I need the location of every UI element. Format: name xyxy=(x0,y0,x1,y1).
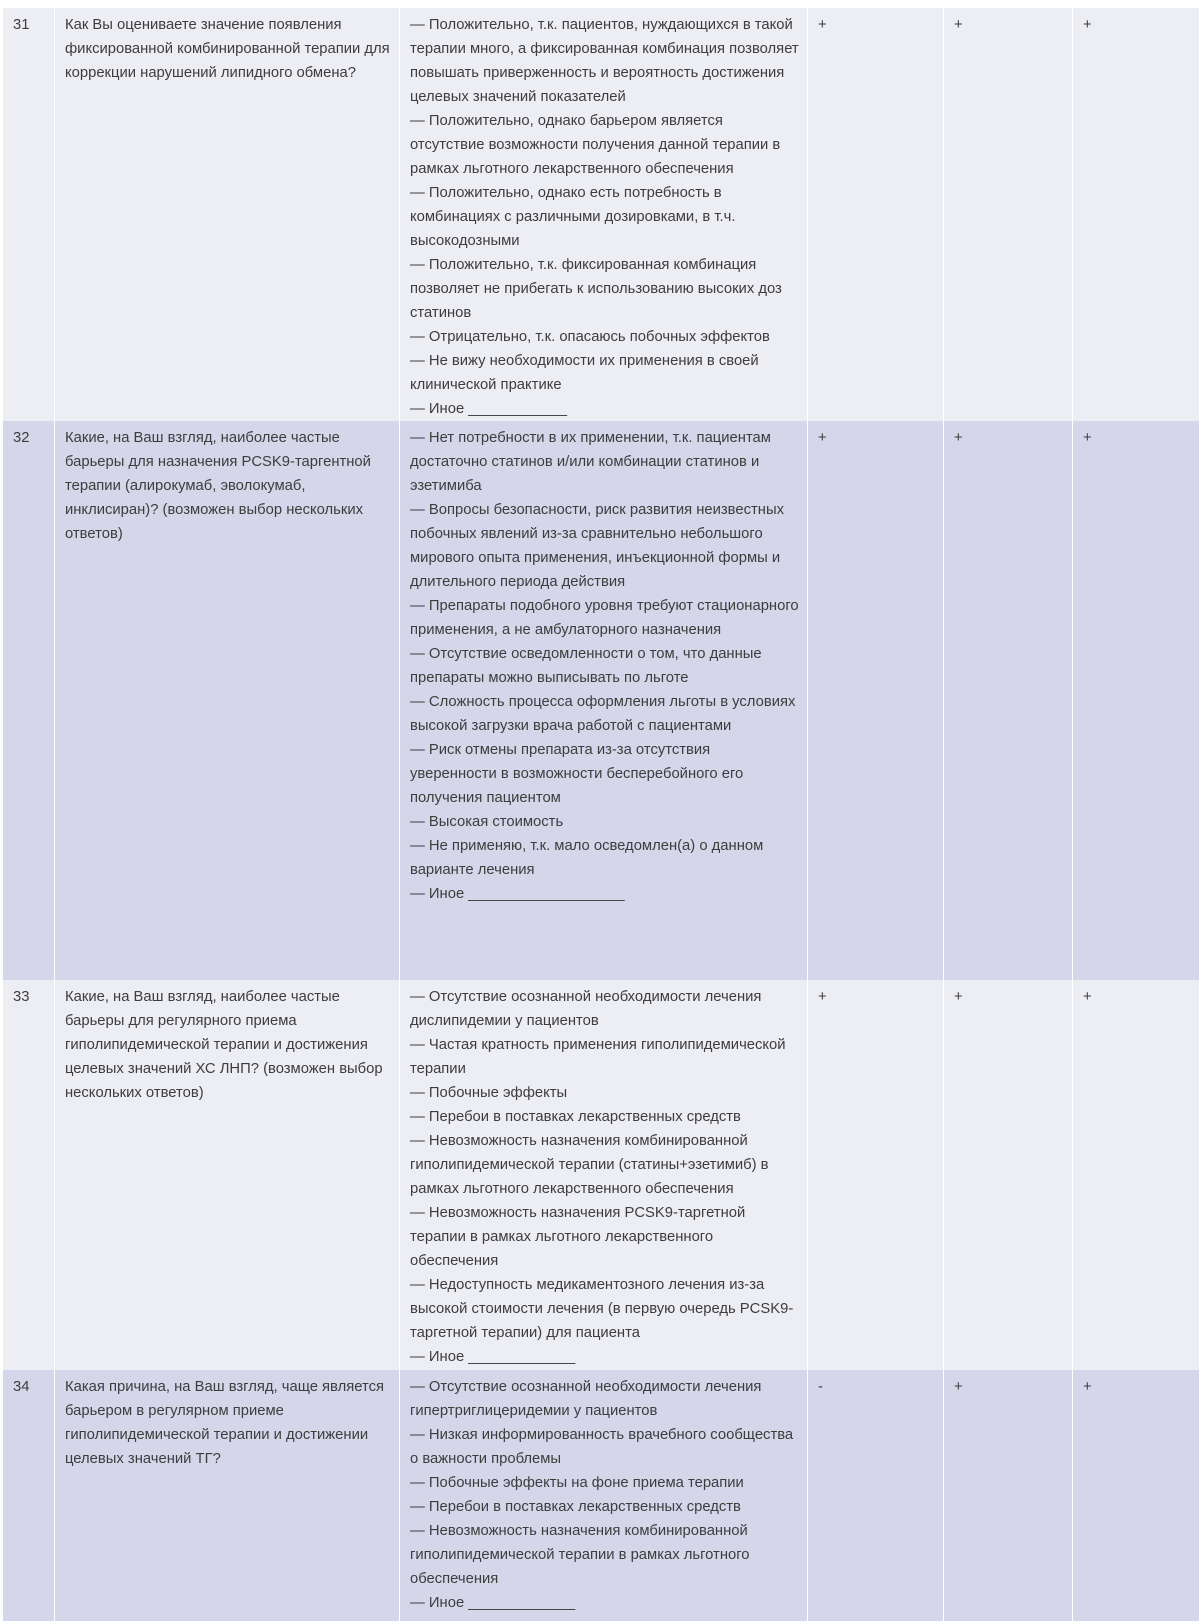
response-mark-col-1: - xyxy=(808,1370,944,1621)
response-mark-col-3: + xyxy=(1073,980,1199,1370)
answer-option: — Нет потребности в их применении, т.к. пациентам достаточно статинов и/или комбинации статинов и эзетимиба xyxy=(410,430,771,494)
response-mark-col-3: + xyxy=(1073,8,1199,421)
answer-options xyxy=(400,8,808,421)
answer-option: — Недоступность медикаментозного лечения из-за высокой стоимости лечения (в первую очередь PCSK9-таргетной терапии) для пациента xyxy=(410,1277,794,1341)
response-mark-col-1: + xyxy=(808,980,944,1370)
response-mark-col-2: + xyxy=(944,1370,1073,1621)
answer-option: — Иное ____________ xyxy=(410,401,568,417)
answer-options xyxy=(400,1370,808,1621)
answer-option: — Иное _____________ xyxy=(410,1595,576,1611)
survey-table xyxy=(2,8,1199,1621)
answer-option: — Вопросы безопасности, риск развития неизвестных побочных явлений из-за сравнительно небольшого мирового опыта применения, инъекционной формы и длительного периода действия xyxy=(410,502,784,590)
answer-option: — Риск отмены препарата из-за отсутствия уверенности в возможности бесперебойного его получения пациентом xyxy=(410,742,744,806)
answer-option: — Низкая информированность врачебного сообщества о важности проблемы xyxy=(410,1427,794,1467)
answer-option: — Положительно, однако есть потребность в комбинациях с различными дозировками, в т.ч. высокодозными xyxy=(410,185,736,249)
table-row xyxy=(3,980,1199,1370)
answer-option: — Невозможность назначения комбинированной гиполипидемической терапии (статины+эзетимиб) в рамках льготного лекарственного обеспечения xyxy=(410,1133,769,1197)
response-mark-col-3: + xyxy=(1073,1370,1199,1621)
answer-option: — Положительно, однако барьером является отсутствие возможности получения данной терапии в рамках льготного лекарственного обеспечения xyxy=(410,113,781,177)
answer-option: — Невозможность назначения PCSK9-таргетной терапии в рамках льготного лекарственного обеспечения xyxy=(410,1205,746,1269)
table-row xyxy=(3,421,1199,980)
answer-option: — Сложность процесса оформления льготы в условиях высокой загрузки врача работой с пациентами xyxy=(410,694,796,734)
answer-options xyxy=(400,980,808,1370)
question-number: 31 xyxy=(3,8,55,421)
answer-option: — Положительно, т.к. пациентов, нуждающихся в такой терапии много, а фиксированная комбинация позволяет повышать приверженность и вероятность достижения целевых значений показателей xyxy=(410,17,799,105)
table-row xyxy=(3,1370,1199,1621)
answer-option: — Побочные эффекты xyxy=(410,1085,568,1101)
answer-option: — Перебои в поставках лекарственных средств xyxy=(410,1109,741,1125)
answer-option: — Побочные эффекты на фоне приема терапии xyxy=(410,1475,744,1491)
answer-option: — Не вижу необходимости их применения в своей клинической практике xyxy=(410,353,759,393)
answer-option: — Частая кратность применения гиполипидемической терапии xyxy=(410,1037,786,1077)
answer-option: — Не применяю, т.к. мало осведомлен(а) о данном варианте лечения xyxy=(410,838,764,878)
answer-option: — Препараты подобного уровня требуют стационарного применения, а не амбулаторного назначения xyxy=(410,598,799,638)
survey-table-body xyxy=(3,8,1199,1621)
question-number: 32 xyxy=(3,421,55,980)
answer-option: — Отсутствие осознанной необходимости лечения гипертриглицеридемии у пациентов xyxy=(410,1379,762,1419)
question-text: Какие, на Ваш взгляд, наиболее частые барьеры для назначения PCSK9-таргентной терапии (алирокумаб, эволокумаб, инклисиран)? (возможен выбор нескольких ответов) xyxy=(55,421,400,980)
response-mark-col-1: + xyxy=(808,421,944,980)
answer-options xyxy=(400,421,808,980)
response-mark-col-2: + xyxy=(944,8,1073,421)
answer-option: — Отсутствие осведомленности о том, что данные препараты можно выписывать по льготе xyxy=(410,646,762,686)
answer-option: — Отрицательно, т.к. опасаюсь побочных эффектов xyxy=(410,329,770,345)
response-mark-col-1: + xyxy=(808,8,944,421)
question-text: Какая причина, на Ваш взгляд, чаще является барьером в регулярном приеме гиполипидемической терапии и достижении целевых значений ТГ? xyxy=(55,1370,400,1621)
answer-option: — Иное _____________ xyxy=(410,1349,576,1365)
answer-option: — Перебои в поставках лекарственных средств xyxy=(410,1499,741,1515)
answer-option: — Положительно, т.к. фиксированная комбинация позволяет не прибегать к использованию высоких доз статинов xyxy=(410,257,782,321)
response-mark-col-2: + xyxy=(944,421,1073,980)
answer-option: — Невозможность назначения комбинированной гиполипидемической терапии в рамках льготного обеспечения xyxy=(410,1523,750,1587)
question-number: 34 xyxy=(3,1370,55,1621)
answer-option: — Иное ___________________ xyxy=(410,886,625,902)
answer-option: — Высокая стоимость xyxy=(410,814,564,830)
question-number: 33 xyxy=(3,980,55,1370)
table-row xyxy=(3,8,1199,421)
response-mark-col-2: + xyxy=(944,980,1073,1370)
question-text: Какие, на Ваш взгляд, наиболее частые барьеры для регулярного приема гиполипидемической терапии и достижения целевых значений ХС ЛНП? (возможен выбор нескольких ответов) xyxy=(55,980,400,1370)
question-text: Как Вы оцениваете значение появления фиксированной комбинированной терапии для коррекции нарушений липидного обмена? xyxy=(55,8,400,421)
answer-option: — Отсутствие осознанной необходимости лечения дислипидемии у пациентов xyxy=(410,989,762,1029)
response-mark-col-3: + xyxy=(1073,421,1199,980)
